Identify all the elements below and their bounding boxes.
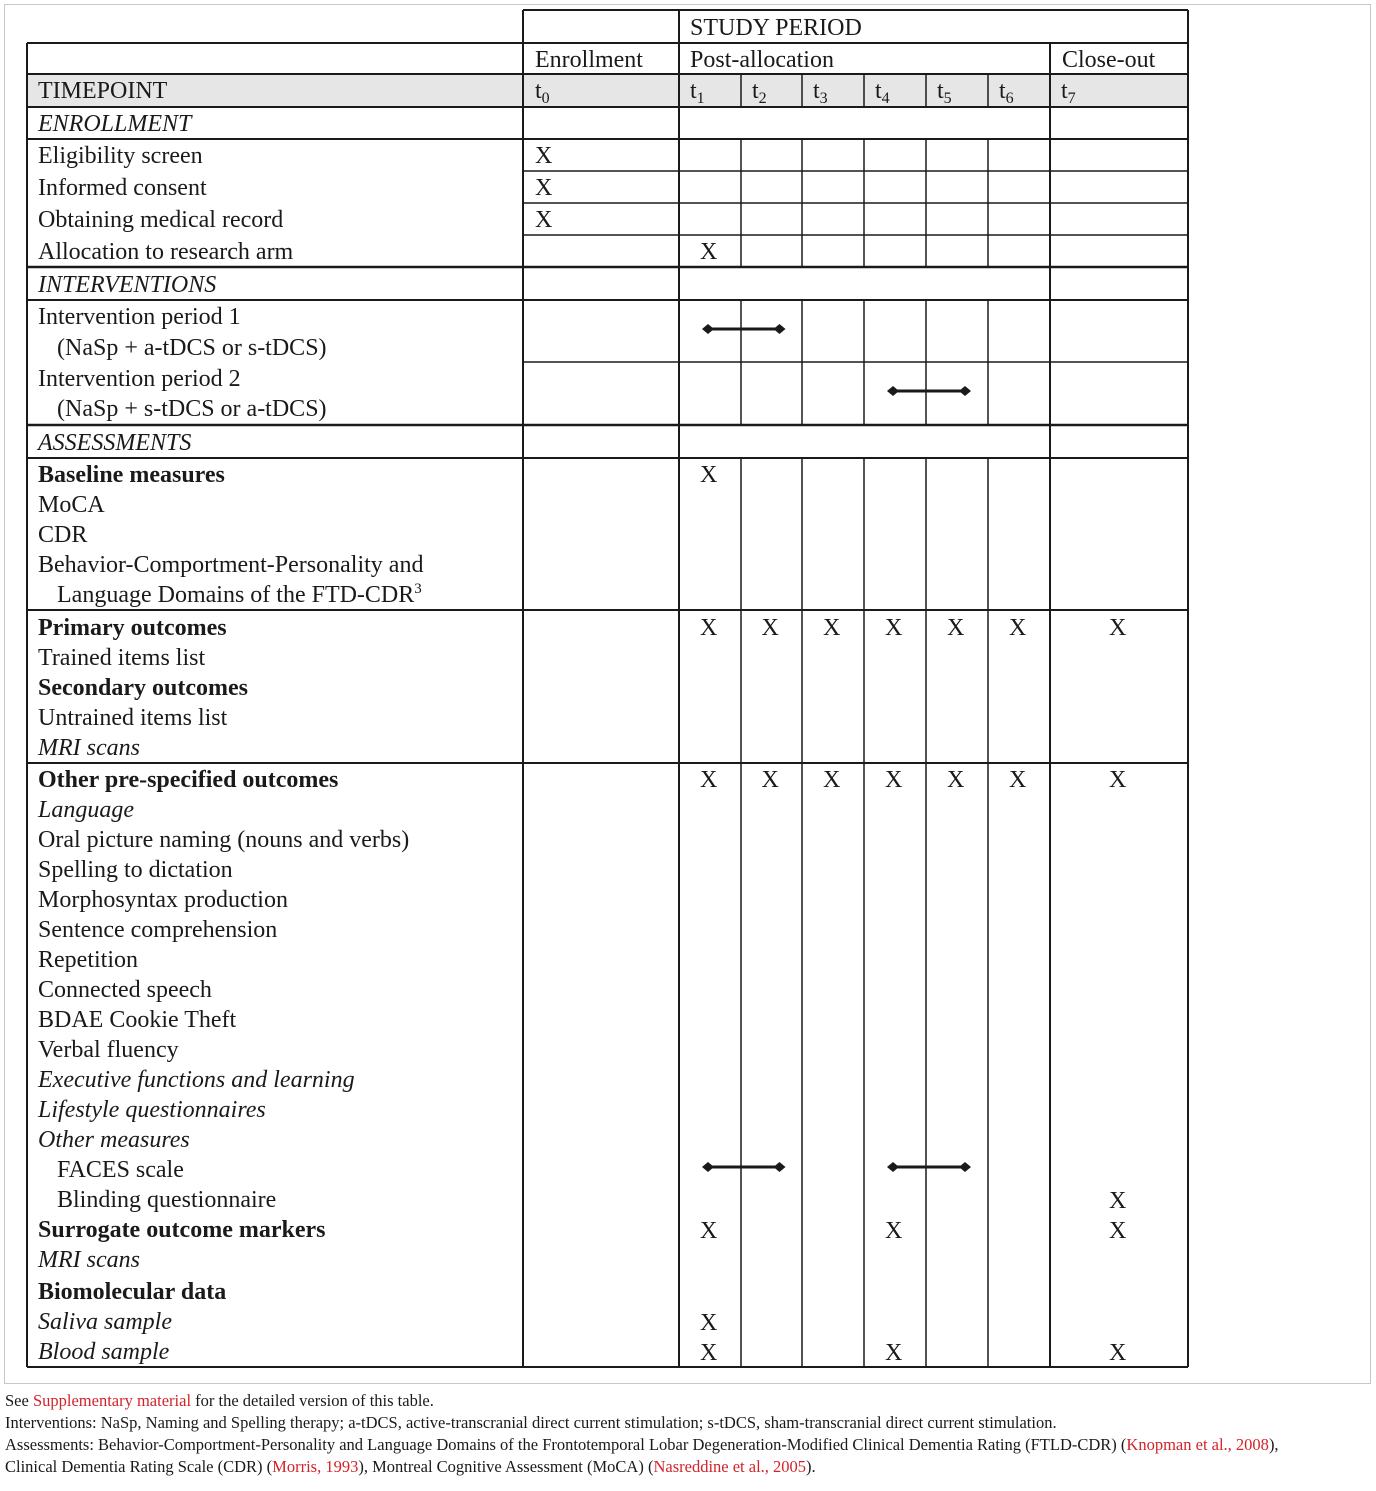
row-label: Intervention period 2	[38, 366, 241, 392]
x-mark: X	[1109, 767, 1127, 793]
header-close-out: Close-out	[1062, 47, 1156, 73]
timepoint-label: $t_7$	[1061, 78, 1076, 107]
row-label: (NaSp + s-tDCS or a-tDCS)	[57, 396, 327, 422]
supplementary-link[interactable]: Supplementary material	[32, 1391, 192, 1410]
timepoint-label: $t_2$	[752, 78, 767, 107]
intervention-2-span-right-head	[959, 386, 971, 396]
row-label: Secondary outcomes	[38, 675, 248, 701]
row-label: Saliva sample	[38, 1309, 172, 1335]
x-mark: X	[535, 175, 553, 201]
citation-link-nasreddine[interactable]: Nasreddine et al., 2005	[653, 1457, 807, 1476]
row-label: Oral picture naming (nouns and verbs)	[38, 827, 410, 853]
x-mark: X	[700, 1340, 718, 1366]
intervention-1-span-left-head	[702, 324, 714, 334]
faces-span-1-right-head	[774, 1162, 786, 1172]
timepoint-label: $t_1$	[690, 78, 705, 107]
x-mark: X	[700, 615, 718, 641]
citation-link-morris[interactable]: Morris, 1993	[272, 1457, 359, 1476]
footnote-interventions: Interventions: NaSp, Naming and Spelling therapy; a-tDCS, active-transcranial direct current stimulation; s-tDCS, sham-transcranial direct current stimulation.	[5, 1413, 1057, 1432]
row-label: Verbal fluency	[38, 1037, 179, 1063]
x-mark: X	[700, 1310, 718, 1336]
timepoint-label: $t_6$	[999, 78, 1014, 107]
x-mark: X	[885, 767, 903, 793]
table-footnotes	[5, 1390, 1371, 1478]
x-mark: X	[535, 143, 553, 169]
x-mark: X	[1109, 1218, 1127, 1244]
timepoint-label: $t_5$	[937, 78, 952, 107]
row-label: CDR	[38, 522, 88, 548]
faces-span-2-right-head	[959, 1162, 971, 1172]
x-mark: X	[1009, 767, 1027, 793]
timepoint-label: $t_4$	[875, 78, 890, 107]
header-enrollment: Enrollment	[535, 47, 643, 73]
row-label: Untrained items list	[38, 705, 228, 731]
x-mark: X	[1109, 615, 1127, 641]
row-label: Informed consent	[38, 175, 207, 201]
x-mark: X	[700, 767, 718, 793]
footnote-assessments: Assessments: Behavior-Comportment-Personality and Language Domains of the Frontotemporal Lobar Degeneration-Modified Clinical Dementia Rating (FTLD-CDR) (Knopman et al., 2008),	[5, 1435, 1279, 1454]
row-label: Repetition	[38, 947, 138, 973]
x-mark: X	[761, 767, 779, 793]
row-label: (NaSp + a-tDCS or s-tDCS)	[57, 335, 327, 361]
x-mark: X	[1109, 1188, 1127, 1214]
row-label: Biomolecular data	[38, 1279, 227, 1305]
x-mark: X	[885, 1218, 903, 1244]
row-label: Language	[38, 797, 134, 823]
timepoint-label: $t_3$	[813, 78, 828, 107]
header-study-period: STUDY PERIOD	[690, 15, 862, 41]
row-label: MoCA	[38, 492, 105, 518]
faces-span-1-left-head	[702, 1162, 714, 1172]
row-label: Other measures	[38, 1127, 190, 1153]
row-label: Executive functions and learning	[38, 1067, 355, 1093]
x-mark: X	[1109, 1340, 1127, 1366]
row-label: MRI scans	[38, 735, 140, 761]
x-mark: X	[885, 615, 903, 641]
row-label: MRI scans	[38, 1247, 140, 1273]
x-mark: X	[700, 239, 718, 265]
row-label: Other pre-specified outcomes	[38, 767, 339, 793]
row-label: Connected speech	[38, 977, 212, 1003]
x-mark: X	[761, 615, 779, 641]
x-mark: X	[823, 767, 841, 793]
row-label: Blinding questionnaire	[57, 1187, 277, 1213]
row-label: FACES scale	[57, 1157, 184, 1183]
row-label: Eligibility screen	[38, 143, 203, 169]
intervention-1-span-right-head	[774, 324, 786, 334]
x-mark: X	[885, 1340, 903, 1366]
row-label: Behavior-Comportment-Personality and	[38, 552, 424, 578]
section-title-interventions: INTERVENTIONS	[38, 272, 217, 298]
row-label: Language Domains of the FTD-CDR$^3$	[57, 581, 422, 608]
row-label: Obtaining medical record	[38, 207, 284, 233]
x-mark: X	[947, 767, 965, 793]
x-mark: X	[823, 615, 841, 641]
section-title-assessments: ASSESSMENTS	[38, 430, 192, 456]
citation-link-knopman[interactable]: Knopman et al., 2008	[1126, 1435, 1269, 1454]
header-post-allocation: Post-allocation	[690, 47, 834, 73]
row-label: BDAE Cookie Theft	[38, 1007, 237, 1033]
timepoint-row-fill	[27, 74, 1188, 107]
section-title-enrollment: ENROLLMENT	[38, 111, 192, 137]
row-label: Allocation to research arm	[38, 239, 294, 265]
footnote-see: See Supplementary material for the detailed version of this table.	[5, 1391, 434, 1410]
table-marks	[535, 143, 1126, 1366]
intervention-2-span-left-head	[887, 386, 899, 396]
x-mark: X	[1009, 615, 1027, 641]
row-label: Intervention period 1	[38, 304, 241, 330]
row-label: Morphosyntax production	[38, 887, 288, 913]
header-timepoint: TIMEPOINT	[38, 78, 168, 104]
row-label: Trained items list	[38, 645, 206, 671]
row-label: Sentence comprehension	[38, 917, 278, 943]
x-mark: X	[700, 1218, 718, 1244]
faces-span-2-left-head	[887, 1162, 899, 1172]
row-label: Baseline measures	[38, 462, 225, 488]
row-label: Spelling to dictation	[38, 857, 233, 883]
timepoint-label: $t_0$	[535, 78, 550, 107]
x-mark: X	[947, 615, 965, 641]
footnote-assessments-cont: Clinical Dementia Rating Scale (CDR) (Morris, 1993), Montreal Cognitive Assessment (MoCA) (Nasreddine et al., 2005).	[5, 1457, 816, 1476]
row-label: Primary outcomes	[38, 615, 227, 641]
x-mark: X	[700, 462, 718, 488]
row-label: Lifestyle questionnaires	[38, 1097, 266, 1123]
row-label: Surrogate outcome markers	[38, 1217, 326, 1243]
row-label: Blood sample	[38, 1339, 170, 1365]
x-mark: X	[535, 207, 553, 233]
